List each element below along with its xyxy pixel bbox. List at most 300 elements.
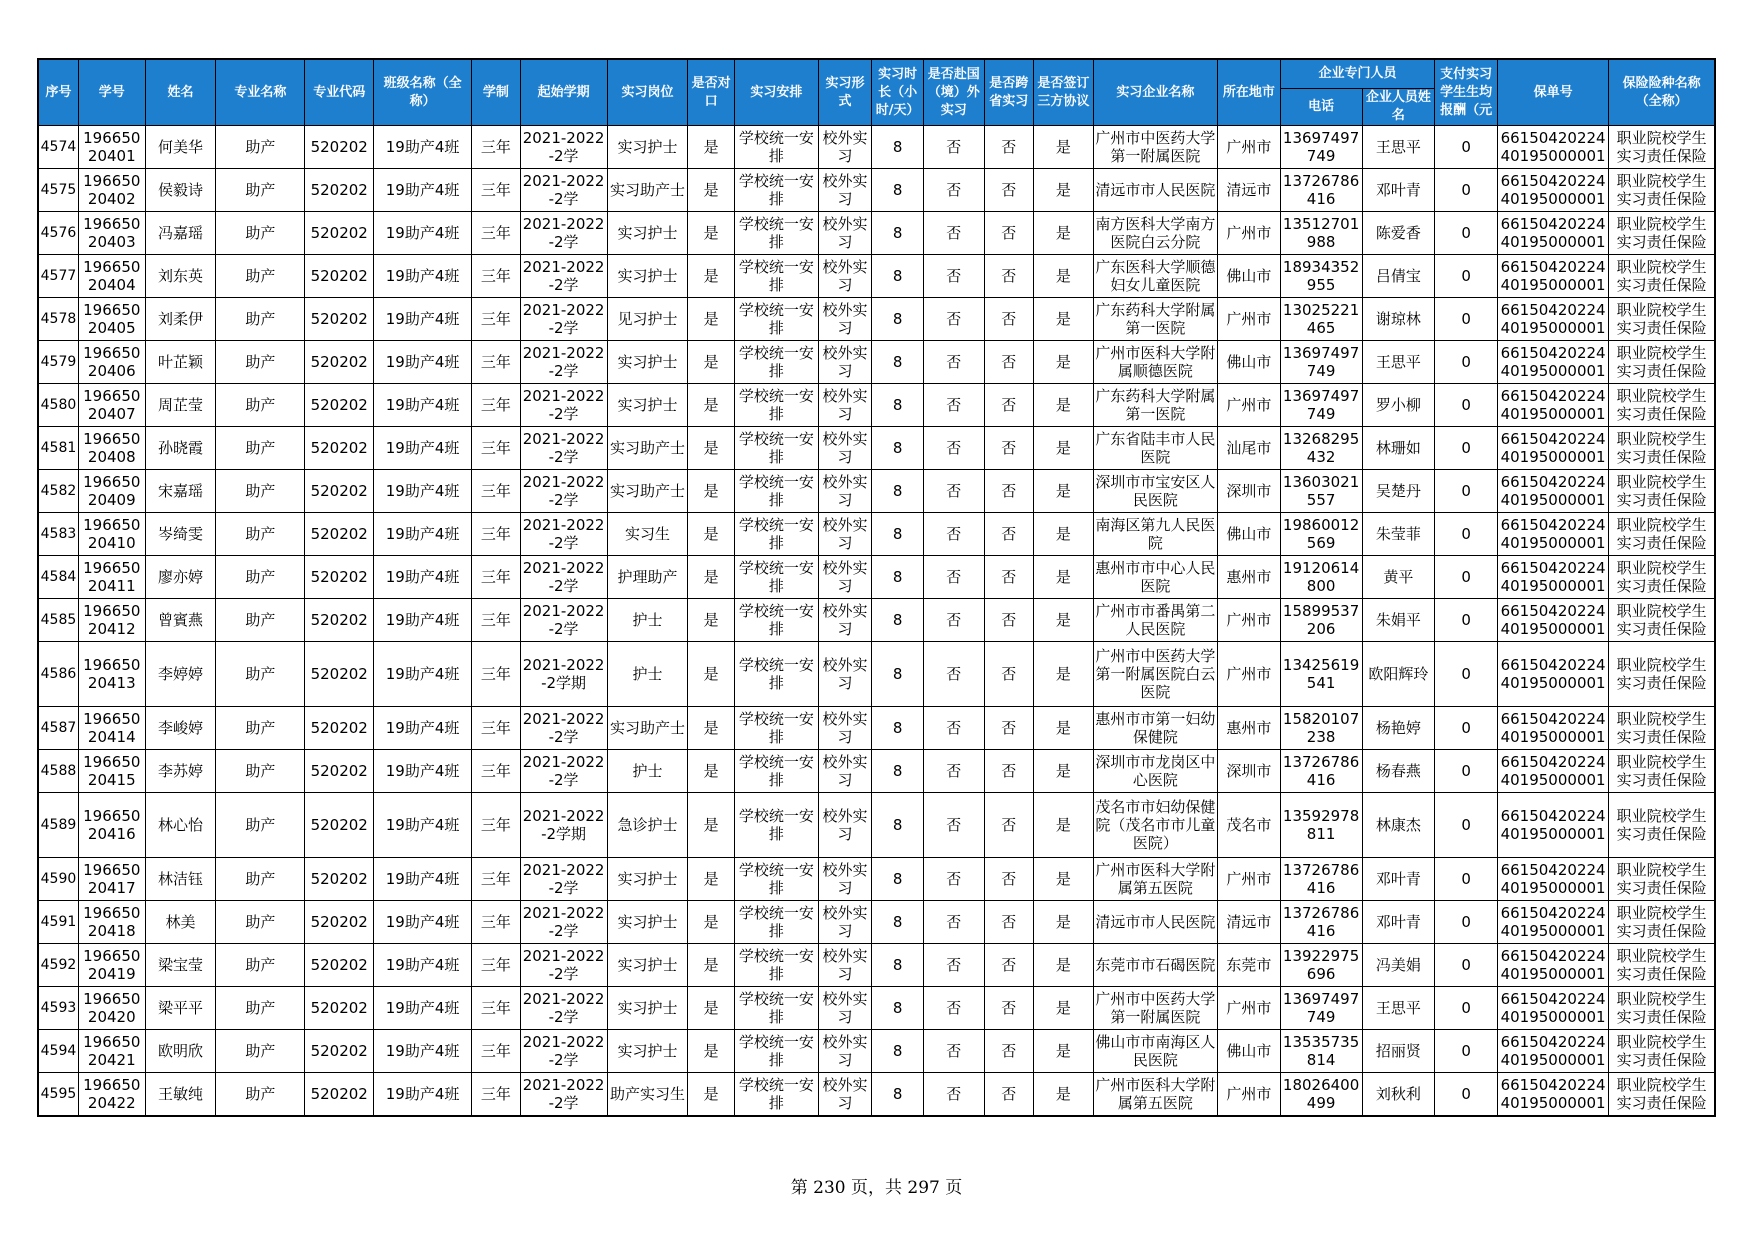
cell-code: 520202 bbox=[305, 1073, 374, 1117]
cell-cross: 否 bbox=[984, 901, 1034, 944]
cell-pay: 0 bbox=[1435, 126, 1498, 169]
col-major-name: 专业名称 bbox=[216, 59, 305, 126]
col-position: 实习岗位 bbox=[607, 59, 688, 126]
cell-arr: 学校统一安排 bbox=[734, 298, 818, 341]
cell-abroad: 否 bbox=[923, 212, 984, 255]
cell-code: 520202 bbox=[305, 987, 374, 1030]
cell-company: 广州市中医药大学第一附属医院白云医院 bbox=[1093, 642, 1217, 707]
cell-hours: 8 bbox=[872, 255, 924, 298]
cell-phone: 13726786416 bbox=[1280, 901, 1362, 944]
cell-pos: 实习护士 bbox=[607, 987, 688, 1030]
cell-phone: 13726786416 bbox=[1280, 169, 1362, 212]
cell-pay: 0 bbox=[1435, 384, 1498, 427]
cell-city: 广州市 bbox=[1218, 212, 1281, 255]
cell-seq: 4578 bbox=[38, 298, 78, 341]
cell-arr: 学校统一安排 bbox=[734, 255, 818, 298]
cell-form: 校外实习 bbox=[818, 470, 872, 513]
cell-contact: 朱莹菲 bbox=[1362, 513, 1435, 556]
cell-sid: 19665020417 bbox=[78, 858, 145, 901]
cell-contact: 招丽贤 bbox=[1362, 1030, 1435, 1073]
cell-arr: 学校统一安排 bbox=[734, 944, 818, 987]
cell-arr: 学校统一安排 bbox=[734, 858, 818, 901]
cell-sid: 19665020413 bbox=[78, 642, 145, 707]
cell-pay: 0 bbox=[1435, 944, 1498, 987]
cell-match: 是 bbox=[688, 1073, 734, 1117]
cell-match: 是 bbox=[688, 987, 734, 1030]
cell-abroad: 否 bbox=[923, 793, 984, 858]
cell-tri: 是 bbox=[1034, 470, 1094, 513]
col-matched: 是否对口 bbox=[688, 59, 734, 126]
cell-code: 520202 bbox=[305, 255, 374, 298]
cell-cross: 否 bbox=[984, 793, 1034, 858]
cell-major: 助产 bbox=[216, 427, 305, 470]
cell-ins: 职业院校学生实习责任保险 bbox=[1609, 212, 1715, 255]
cell-pos: 实习护士 bbox=[607, 255, 688, 298]
cell-sid: 19665020422 bbox=[78, 1073, 145, 1117]
cell-city: 佛山市 bbox=[1218, 513, 1281, 556]
cell-seq: 4588 bbox=[38, 750, 78, 793]
cell-cross: 否 bbox=[984, 1030, 1034, 1073]
cell-term: 2021-2022-2学 bbox=[520, 901, 607, 944]
cell-city: 茂名市 bbox=[1218, 793, 1281, 858]
cell-name: 林心怡 bbox=[145, 793, 216, 858]
cell-policy: 6615042022440195000001 bbox=[1498, 707, 1609, 750]
cell-cross: 否 bbox=[984, 1073, 1034, 1117]
cell-dur: 三年 bbox=[472, 169, 521, 212]
cell-company: 南海区第九人民医院 bbox=[1093, 513, 1217, 556]
cell-abroad: 否 bbox=[923, 901, 984, 944]
cell-name: 刘东英 bbox=[145, 255, 216, 298]
cell-city: 东莞市 bbox=[1218, 944, 1281, 987]
cell-hours: 8 bbox=[872, 1030, 924, 1073]
cell-phone: 13268295432 bbox=[1280, 427, 1362, 470]
cell-sid: 19665020407 bbox=[78, 384, 145, 427]
cell-name: 何美华 bbox=[145, 126, 216, 169]
cell-company: 广东药科大学附属第一医院 bbox=[1093, 298, 1217, 341]
cell-abroad: 否 bbox=[923, 255, 984, 298]
cell-phone: 13512701988 bbox=[1280, 212, 1362, 255]
cell-policy: 6615042022440195000001 bbox=[1498, 298, 1609, 341]
cell-cross: 否 bbox=[984, 298, 1034, 341]
cell-cross: 否 bbox=[984, 707, 1034, 750]
cell-pos: 实习护士 bbox=[607, 384, 688, 427]
col-arrangement: 实习安排 bbox=[734, 59, 818, 126]
cell-ins: 职业院校学生实习责任保险 bbox=[1609, 858, 1715, 901]
cell-pay: 0 bbox=[1435, 427, 1498, 470]
cell-ins: 职业院校学生实习责任保险 bbox=[1609, 298, 1715, 341]
cell-code: 520202 bbox=[305, 901, 374, 944]
cell-seq: 4575 bbox=[38, 169, 78, 212]
cell-cls: 19助产4班 bbox=[374, 427, 472, 470]
cell-cross: 否 bbox=[984, 750, 1034, 793]
cell-company: 广东医科大学顺德妇女儿童医院 bbox=[1093, 255, 1217, 298]
cell-abroad: 否 bbox=[923, 944, 984, 987]
cell-city: 清远市 bbox=[1218, 169, 1281, 212]
cell-term: 2021-2022-2学 bbox=[520, 750, 607, 793]
cell-contact: 林康杰 bbox=[1362, 793, 1435, 858]
cell-policy: 6615042022440195000001 bbox=[1498, 642, 1609, 707]
cell-arr: 学校统一安排 bbox=[734, 126, 818, 169]
cell-tri: 是 bbox=[1034, 858, 1094, 901]
col-major-code: 专业代码 bbox=[305, 59, 374, 126]
cell-abroad: 否 bbox=[923, 298, 984, 341]
cell-name: 李苏婷 bbox=[145, 750, 216, 793]
cell-form: 校外实习 bbox=[818, 556, 872, 599]
cell-match: 是 bbox=[688, 750, 734, 793]
page-footer: 第 230 页，共 297 页 bbox=[790, 1178, 963, 1198]
cell-abroad: 否 bbox=[923, 470, 984, 513]
cell-sid: 19665020403 bbox=[78, 212, 145, 255]
cell-term: 2021-2022-2学 bbox=[520, 1073, 607, 1117]
cell-form: 校外实习 bbox=[818, 384, 872, 427]
cell-phone: 13697497749 bbox=[1280, 384, 1362, 427]
cell-pay: 0 bbox=[1435, 599, 1498, 642]
col-pay: 支付实习学生生均报酬（元 bbox=[1435, 59, 1498, 126]
cell-ins: 职业院校学生实习责任保险 bbox=[1609, 255, 1715, 298]
cell-abroad: 否 bbox=[923, 858, 984, 901]
cell-form: 校外实习 bbox=[818, 298, 872, 341]
cell-dur: 三年 bbox=[472, 793, 521, 858]
cell-pos: 护士 bbox=[607, 642, 688, 707]
cell-arr: 学校统一安排 bbox=[734, 987, 818, 1030]
cell-match: 是 bbox=[688, 858, 734, 901]
cell-policy: 6615042022440195000001 bbox=[1498, 944, 1609, 987]
cell-contact: 林珊如 bbox=[1362, 427, 1435, 470]
cell-form: 校外实习 bbox=[818, 1073, 872, 1117]
cell-term: 2021-2022-2学 bbox=[520, 169, 607, 212]
cell-name: 曾賓燕 bbox=[145, 599, 216, 642]
col-policy-no: 保单号 bbox=[1498, 59, 1609, 126]
cell-policy: 6615042022440195000001 bbox=[1498, 599, 1609, 642]
cell-match: 是 bbox=[688, 384, 734, 427]
cell-contact: 罗小柳 bbox=[1362, 384, 1435, 427]
table-row bbox=[38, 793, 1715, 858]
cell-name: 廖亦婷 bbox=[145, 556, 216, 599]
cell-form: 校外实习 bbox=[818, 944, 872, 987]
cell-company: 佛山市市南海区人民医院 bbox=[1093, 1030, 1217, 1073]
table-row bbox=[38, 126, 1715, 169]
cell-ins: 职业院校学生实习责任保险 bbox=[1609, 126, 1715, 169]
cell-seq: 4591 bbox=[38, 901, 78, 944]
cell-hours: 8 bbox=[872, 513, 924, 556]
cell-cls: 19助产4班 bbox=[374, 987, 472, 1030]
col-class-name: 班级名称（全称） bbox=[374, 59, 472, 126]
cell-city: 广州市 bbox=[1218, 298, 1281, 341]
cell-sid: 19665020421 bbox=[78, 1030, 145, 1073]
cell-tri: 是 bbox=[1034, 556, 1094, 599]
cell-dur: 三年 bbox=[472, 599, 521, 642]
table-row bbox=[38, 427, 1715, 470]
cell-contact: 杨春燕 bbox=[1362, 750, 1435, 793]
col-company: 实习企业名称 bbox=[1093, 59, 1217, 126]
table-row bbox=[38, 470, 1715, 513]
cell-cls: 19助产4班 bbox=[374, 470, 472, 513]
cell-policy: 6615042022440195000001 bbox=[1498, 212, 1609, 255]
cell-city: 广州市 bbox=[1218, 987, 1281, 1030]
cell-abroad: 否 bbox=[923, 750, 984, 793]
cell-form: 校外实习 bbox=[818, 1030, 872, 1073]
cell-city: 汕尾市 bbox=[1218, 427, 1281, 470]
cell-seq: 4586 bbox=[38, 642, 78, 707]
cell-pos: 实习护士 bbox=[607, 212, 688, 255]
cell-cross: 否 bbox=[984, 255, 1034, 298]
cell-pos: 护理助产 bbox=[607, 556, 688, 599]
cell-hours: 8 bbox=[872, 212, 924, 255]
cell-arr: 学校统一安排 bbox=[734, 750, 818, 793]
cell-phone: 13697497749 bbox=[1280, 341, 1362, 384]
cell-policy: 6615042022440195000001 bbox=[1498, 556, 1609, 599]
cell-tri: 是 bbox=[1034, 212, 1094, 255]
cell-form: 校外实习 bbox=[818, 707, 872, 750]
cell-seq: 4580 bbox=[38, 384, 78, 427]
cell-dur: 三年 bbox=[472, 1073, 521, 1117]
cell-arr: 学校统一安排 bbox=[734, 599, 818, 642]
cell-major: 助产 bbox=[216, 707, 305, 750]
cell-tri: 是 bbox=[1034, 987, 1094, 1030]
cell-form: 校外实习 bbox=[818, 642, 872, 707]
cell-phone: 15899537206 bbox=[1280, 599, 1362, 642]
cell-dur: 三年 bbox=[472, 987, 521, 1030]
cell-policy: 6615042022440195000001 bbox=[1498, 1073, 1609, 1117]
cell-term: 2021-2022-2学 bbox=[520, 298, 607, 341]
cell-policy: 6615042022440195000001 bbox=[1498, 169, 1609, 212]
cell-tri: 是 bbox=[1034, 642, 1094, 707]
cell-pay: 0 bbox=[1435, 642, 1498, 707]
cell-abroad: 否 bbox=[923, 126, 984, 169]
cell-name: 李婷婷 bbox=[145, 642, 216, 707]
cell-pay: 0 bbox=[1435, 858, 1498, 901]
cell-dur: 三年 bbox=[472, 341, 521, 384]
cell-tri: 是 bbox=[1034, 513, 1094, 556]
cell-code: 520202 bbox=[305, 470, 374, 513]
cell-policy: 6615042022440195000001 bbox=[1498, 901, 1609, 944]
cell-name: 岑绮雯 bbox=[145, 513, 216, 556]
cell-phone: 13592978811 bbox=[1280, 793, 1362, 858]
cell-seq: 4574 bbox=[38, 126, 78, 169]
cell-pay: 0 bbox=[1435, 793, 1498, 858]
cell-ins: 职业院校学生实习责任保险 bbox=[1609, 556, 1715, 599]
cell-company: 清远市市人民医院 bbox=[1093, 169, 1217, 212]
cell-pos: 实习助产士 bbox=[607, 427, 688, 470]
cell-dur: 三年 bbox=[472, 470, 521, 513]
cell-sid: 19665020410 bbox=[78, 513, 145, 556]
cell-major: 助产 bbox=[216, 470, 305, 513]
cell-pos: 实习护士 bbox=[607, 126, 688, 169]
cell-pay: 0 bbox=[1435, 1073, 1498, 1117]
cell-major: 助产 bbox=[216, 1030, 305, 1073]
cell-hours: 8 bbox=[872, 1073, 924, 1117]
cell-pay: 0 bbox=[1435, 707, 1498, 750]
table-row bbox=[38, 384, 1715, 427]
cell-city: 惠州市 bbox=[1218, 556, 1281, 599]
cell-city: 深圳市 bbox=[1218, 750, 1281, 793]
cell-code: 520202 bbox=[305, 126, 374, 169]
cell-sid: 19665020405 bbox=[78, 298, 145, 341]
cell-ins: 职业院校学生实习责任保险 bbox=[1609, 384, 1715, 427]
cell-name: 冯嘉瑶 bbox=[145, 212, 216, 255]
cell-ins: 职业院校学生实习责任保险 bbox=[1609, 1073, 1715, 1117]
cell-seq: 4582 bbox=[38, 470, 78, 513]
cell-term: 2021-2022-2学 bbox=[520, 513, 607, 556]
cell-cls: 19助产4班 bbox=[374, 556, 472, 599]
cell-hours: 8 bbox=[872, 750, 924, 793]
cell-major: 助产 bbox=[216, 987, 305, 1030]
cell-dur: 三年 bbox=[472, 513, 521, 556]
cell-sid: 19665020402 bbox=[78, 169, 145, 212]
col-duration: 学制 bbox=[472, 59, 521, 126]
cell-arr: 学校统一安排 bbox=[734, 1073, 818, 1117]
cell-arr: 学校统一安排 bbox=[734, 793, 818, 858]
cell-policy: 6615042022440195000001 bbox=[1498, 750, 1609, 793]
cell-company: 广州市中医药大学第一附属医院 bbox=[1093, 126, 1217, 169]
cell-policy: 6615042022440195000001 bbox=[1498, 1030, 1609, 1073]
cell-arr: 学校统一安排 bbox=[734, 341, 818, 384]
col-contact-group: 企业专门人员 bbox=[1280, 59, 1435, 89]
cell-hours: 8 bbox=[872, 944, 924, 987]
cell-contact: 谢琼林 bbox=[1362, 298, 1435, 341]
cell-match: 是 bbox=[688, 212, 734, 255]
cell-contact: 陈爱香 bbox=[1362, 212, 1435, 255]
cell-term: 2021-2022-2学 bbox=[520, 987, 607, 1030]
cell-city: 广州市 bbox=[1218, 642, 1281, 707]
cell-pay: 0 bbox=[1435, 298, 1498, 341]
cell-sid: 19665020415 bbox=[78, 750, 145, 793]
cell-code: 520202 bbox=[305, 513, 374, 556]
cell-contact: 王思平 bbox=[1362, 987, 1435, 1030]
cell-term: 2021-2022-2学 bbox=[520, 599, 607, 642]
col-phone: 电话 bbox=[1280, 89, 1362, 126]
cell-contact: 邓叶青 bbox=[1362, 858, 1435, 901]
cell-tri: 是 bbox=[1034, 1030, 1094, 1073]
cell-phone: 13603021557 bbox=[1280, 470, 1362, 513]
cell-match: 是 bbox=[688, 707, 734, 750]
cell-code: 520202 bbox=[305, 212, 374, 255]
cell-pay: 0 bbox=[1435, 255, 1498, 298]
cell-sid: 19665020404 bbox=[78, 255, 145, 298]
table-row bbox=[38, 255, 1715, 298]
cell-abroad: 否 bbox=[923, 341, 984, 384]
cell-major: 助产 bbox=[216, 126, 305, 169]
cell-abroad: 否 bbox=[923, 599, 984, 642]
cell-match: 是 bbox=[688, 642, 734, 707]
cell-abroad: 否 bbox=[923, 707, 984, 750]
cell-term: 2021-2022-2学 bbox=[520, 212, 607, 255]
table-row bbox=[38, 1030, 1715, 1073]
cell-arr: 学校统一安排 bbox=[734, 427, 818, 470]
cell-sid: 19665020401 bbox=[78, 126, 145, 169]
cell-form: 校外实习 bbox=[818, 212, 872, 255]
cell-dur: 三年 bbox=[472, 212, 521, 255]
cell-term: 2021-2022-2学 bbox=[520, 1030, 607, 1073]
cell-contact: 黄平 bbox=[1362, 556, 1435, 599]
cell-pay: 0 bbox=[1435, 556, 1498, 599]
cell-major: 助产 bbox=[216, 212, 305, 255]
cell-match: 是 bbox=[688, 513, 734, 556]
cell-phone: 18026400499 bbox=[1280, 1073, 1362, 1117]
cell-ins: 职业院校学生实习责任保险 bbox=[1609, 642, 1715, 707]
cell-seq: 4577 bbox=[38, 255, 78, 298]
cell-hours: 8 bbox=[872, 707, 924, 750]
cell-ins: 职业院校学生实习责任保险 bbox=[1609, 901, 1715, 944]
cell-name: 梁平平 bbox=[145, 987, 216, 1030]
cell-major: 助产 bbox=[216, 642, 305, 707]
cell-pos: 实习助产士 bbox=[607, 169, 688, 212]
cell-tri: 是 bbox=[1034, 298, 1094, 341]
cell-major: 助产 bbox=[216, 901, 305, 944]
cell-hours: 8 bbox=[872, 384, 924, 427]
cell-company: 清远市市人民医院 bbox=[1093, 901, 1217, 944]
cell-cross: 否 bbox=[984, 126, 1034, 169]
cell-city: 佛山市 bbox=[1218, 255, 1281, 298]
cell-abroad: 否 bbox=[923, 642, 984, 707]
cell-policy: 6615042022440195000001 bbox=[1498, 126, 1609, 169]
cell-cross: 否 bbox=[984, 944, 1034, 987]
cell-seq: 4587 bbox=[38, 707, 78, 750]
cell-sid: 19665020419 bbox=[78, 944, 145, 987]
cell-sid: 19665020406 bbox=[78, 341, 145, 384]
cell-major: 助产 bbox=[216, 599, 305, 642]
cell-pay: 0 bbox=[1435, 212, 1498, 255]
cell-cls: 19助产4班 bbox=[374, 341, 472, 384]
cell-hours: 8 bbox=[872, 126, 924, 169]
cell-tri: 是 bbox=[1034, 384, 1094, 427]
cell-company: 广州市医科大学附属第五医院 bbox=[1093, 858, 1217, 901]
cell-term: 2021-2022-2学 bbox=[520, 384, 607, 427]
col-tripartite: 是否签订三方协议 bbox=[1034, 59, 1094, 126]
cell-arr: 学校统一安排 bbox=[734, 707, 818, 750]
cell-dur: 三年 bbox=[472, 858, 521, 901]
cell-contact: 邓叶青 bbox=[1362, 169, 1435, 212]
cell-form: 校外实习 bbox=[818, 427, 872, 470]
cell-pos: 急诊护士 bbox=[607, 793, 688, 858]
cell-company: 东莞市市石碣医院 bbox=[1093, 944, 1217, 987]
cell-sid: 19665020416 bbox=[78, 793, 145, 858]
cell-form: 校外实习 bbox=[818, 126, 872, 169]
cell-ins: 职业院校学生实习责任保险 bbox=[1609, 599, 1715, 642]
cell-company: 惠州市市第一妇幼保健院 bbox=[1093, 707, 1217, 750]
cell-tri: 是 bbox=[1034, 255, 1094, 298]
cell-ins: 职业院校学生实习责任保险 bbox=[1609, 793, 1715, 858]
cell-contact: 杨艳婷 bbox=[1362, 707, 1435, 750]
cell-ins: 职业院校学生实习责任保险 bbox=[1609, 750, 1715, 793]
table-row bbox=[38, 901, 1715, 944]
cell-seq: 4583 bbox=[38, 513, 78, 556]
cell-hours: 8 bbox=[872, 599, 924, 642]
cell-major: 助产 bbox=[216, 341, 305, 384]
cell-abroad: 否 bbox=[923, 556, 984, 599]
cell-city: 佛山市 bbox=[1218, 341, 1281, 384]
cell-sid: 19665020418 bbox=[78, 901, 145, 944]
cell-pos: 实习助产士 bbox=[607, 707, 688, 750]
cell-code: 520202 bbox=[305, 793, 374, 858]
cell-term: 2021-2022-2学 bbox=[520, 427, 607, 470]
cell-cls: 19助产4班 bbox=[374, 212, 472, 255]
cell-contact: 吴楚丹 bbox=[1362, 470, 1435, 513]
col-student-id: 学号 bbox=[78, 59, 145, 126]
cell-arr: 学校统一安排 bbox=[734, 642, 818, 707]
cell-hours: 8 bbox=[872, 169, 924, 212]
cell-dur: 三年 bbox=[472, 427, 521, 470]
table-row bbox=[38, 858, 1715, 901]
cell-hours: 8 bbox=[872, 642, 924, 707]
cell-pay: 0 bbox=[1435, 1030, 1498, 1073]
cell-cross: 否 bbox=[984, 642, 1034, 707]
cell-seq: 4595 bbox=[38, 1073, 78, 1117]
cell-term: 2021-2022-2学 bbox=[520, 707, 607, 750]
cell-abroad: 否 bbox=[923, 427, 984, 470]
cell-dur: 三年 bbox=[472, 126, 521, 169]
cell-tri: 是 bbox=[1034, 126, 1094, 169]
